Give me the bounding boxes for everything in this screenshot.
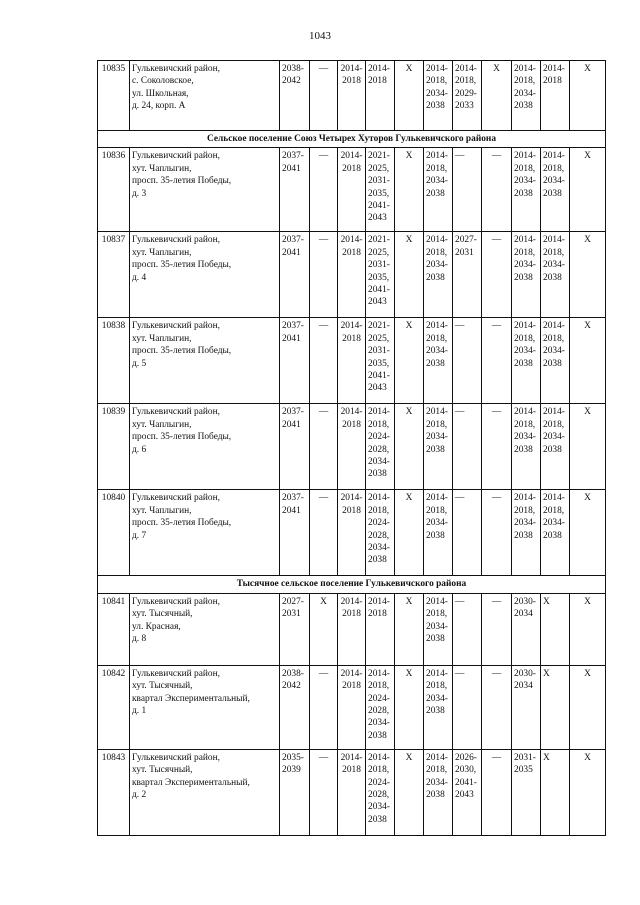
period-cell-c5: X [395,665,424,749]
period-cell-c11: X [570,665,606,749]
row-number-cell: 10840 [98,490,130,576]
address-cell: Гулькевичский район, с. Соколовское, ул. Школьная, д. 24, корп. А [130,61,280,131]
table-row [98,593,606,665]
period-cell-c8: — [482,232,512,318]
page-number: 1043 [309,30,331,42]
period-cell-c5: X [395,404,424,490]
row-number-cell: 10836 [98,148,130,232]
period-cell-c3: 2014- 2018 [338,148,366,232]
period-cell-c11: X [570,593,606,665]
period-cell-c5: X [395,232,424,318]
period-cell-c9: 2014- 2018, 2034- 2038 [512,318,541,404]
period-cell-c2: — [310,490,338,576]
period-cell-c6: 2014- 2018, 2034- 2038 [424,232,453,318]
period-cell-c7: 2026- 2030, 2041- 2043 [453,749,482,835]
table-row [98,749,606,835]
period-cell-c9: 2014- 2018, 2034- 2038 [512,404,541,490]
address-cell: Гулькевичский район, хут. Чаплыгин, просп. 35-летия Победы, д. 7 [130,490,280,576]
period-cell-c9: 2030- 2034 [512,593,541,665]
period-cell-c6: 2014- 2018, 2034- 2038 [424,148,453,232]
period-cell-c6: 2014- 2018, 2034- 2038 [424,61,453,131]
period-cell-c3: 2014- 2018 [338,61,366,131]
period-cell-c7: 2014- 2018, 2029- 2033 [453,61,482,131]
period-cell-c4: 2021- 2025, 2031- 2035, 2041- 2043 [366,232,395,318]
period-cell-c3: 2014- 2018 [338,318,366,404]
table-row [98,148,606,232]
period-cell-c10: 2014- 2018, 2034- 2038 [541,490,570,576]
period-cell-c11: X [570,490,606,576]
address-cell: Гулькевичский район, хут. Чаплыгин, просп. 35-летия Победы, д. 3 [130,148,280,232]
period-cell-c5: X [395,490,424,576]
row-number-cell: 10841 [98,593,130,665]
row-number-cell: 10839 [98,404,130,490]
period-cell-c8: — [482,404,512,490]
row-number-cell: 10837 [98,232,130,318]
row-number-cell: 10842 [98,665,130,749]
period-cell-c11: X [570,318,606,404]
address-cell: Гулькевичский район, хут. Чаплыгин, просп. 35-летия Победы, д. 5 [130,318,280,404]
period-cell-c9: 2031- 2035 [512,749,541,835]
period-cell-c2: — [310,749,338,835]
table-row [98,404,606,490]
period-cell-c1: 2037- 2041 [280,318,310,404]
period-cell-c1: 2038- 2042 [280,61,310,131]
section-title: Сельское поселение Союз Четырех Хуторов Гулькевичского района [98,131,606,148]
period-cell-c2: — [310,148,338,232]
section-title: Тысячное сельское поселение Гулькевичского района [98,576,606,593]
row-number-cell: 10835 [98,61,130,131]
period-cell-c4: 2014- 2018, 2024- 2028, 2034- 2038 [366,665,395,749]
period-cell-c10: 2014- 2018, 2034- 2038 [541,318,570,404]
period-cell-c7: — [453,404,482,490]
period-cell-c10: 2014- 2018, 2034- 2038 [541,148,570,232]
period-cell-c8: — [482,749,512,835]
period-cell-c6: 2014- 2018, 2034- 2038 [424,749,453,835]
address-cell: Гулькевичский район, хут. Чаплыгин, просп. 35-летия Победы, д. 6 [130,404,280,490]
period-cell-c9: 2014- 2018, 2034- 2038 [512,232,541,318]
period-cell-c1: 2027- 2031 [280,593,310,665]
period-cell-c10: X [541,749,570,835]
period-cell-c4: 2014- 2018, 2024- 2028, 2034- 2038 [366,749,395,835]
period-cell-c1: 2037- 2041 [280,232,310,318]
period-cell-c4: 2021- 2025, 2031- 2035, 2041- 2043 [366,148,395,232]
period-cell-c2: — [310,665,338,749]
period-cell-c5: X [395,749,424,835]
period-cell-c8: — [482,148,512,232]
table-body [98,61,606,836]
period-cell-c1: 2035- 2039 [280,749,310,835]
period-cell-c8: — [482,593,512,665]
period-cell-c2: — [310,318,338,404]
period-cell-c7: — [453,148,482,232]
period-cell-c3: 2014- 2018 [338,593,366,665]
period-cell-c10: 2014- 2018 [541,61,570,131]
period-cell-c4: 2014- 2018 [366,593,395,665]
period-cell-c9: 2014- 2018, 2034- 2038 [512,61,541,131]
row-number-cell: 10843 [98,749,130,835]
address-cell: Гулькевичский район, хут. Чаплыгин, просп. 35-летия Победы, д. 4 [130,232,280,318]
period-cell-c11: X [570,148,606,232]
period-cell-c7: — [453,490,482,576]
period-cell-c9: 2030- 2034 [512,665,541,749]
period-cell-c1: 2037- 2041 [280,148,310,232]
address-cell: Гулькевичский район, хут. Тысячный, квартал Экспериментальный, д. 2 [130,749,280,835]
period-cell-c3: 2014- 2018 [338,490,366,576]
period-cell-c2: X [310,593,338,665]
period-cell-c4: 2014- 2018, 2024- 2028, 2034- 2038 [366,404,395,490]
row-number-cell: 10838 [98,318,130,404]
table-row [98,318,606,404]
period-cell-c1: 2038- 2042 [280,665,310,749]
period-cell-c2: — [310,61,338,131]
period-cell-c3: 2014- 2018 [338,665,366,749]
period-cell-c8: X [482,61,512,131]
period-cell-c3: 2014- 2018 [338,749,366,835]
period-cell-c6: 2014- 2018, 2034- 2038 [424,490,453,576]
period-cell-c2: — [310,404,338,490]
period-cell-c2: — [310,232,338,318]
period-cell-c10: X [541,665,570,749]
table-row [98,232,606,318]
period-cell-c7: — [453,593,482,665]
period-cell-c3: 2014- 2018 [338,232,366,318]
period-cell-c5: X [395,318,424,404]
table-row [98,665,606,749]
period-cell-c7: — [453,318,482,404]
period-cell-c5: X [395,148,424,232]
period-cell-c8: — [482,318,512,404]
section-header-row [98,131,606,148]
period-cell-c11: X [570,232,606,318]
period-cell-c5: X [395,593,424,665]
table-row [98,490,606,576]
period-cell-c10: 2014- 2018, 2034- 2038 [541,404,570,490]
section-header-row [98,576,606,593]
housing-repair-schedule-table [97,60,606,836]
period-cell-c8: — [482,490,512,576]
period-cell-c4: 2021- 2025, 2031- 2035, 2041- 2043 [366,318,395,404]
period-cell-c3: 2014- 2018 [338,404,366,490]
period-cell-c11: X [570,404,606,490]
period-cell-c1: 2037- 2041 [280,404,310,490]
period-cell-c8: — [482,665,512,749]
period-cell-c10: 2014- 2018, 2034- 2038 [541,232,570,318]
period-cell-c9: 2014- 2018, 2034- 2038 [512,148,541,232]
period-cell-c6: 2014- 2018, 2034- 2038 [424,318,453,404]
period-cell-c4: 2014- 2018, 2024- 2028, 2034- 2038 [366,490,395,576]
period-cell-c6: 2014- 2018, 2034- 2038 [424,593,453,665]
table-row [98,61,606,131]
address-cell: Гулькевичский район, хут. Тысячный, ул. Красная, д. 8 [130,593,280,665]
period-cell-c7: 2027- 2031 [453,232,482,318]
address-cell: Гулькевичский район, хут. Тысячный, квартал Экспериментальный, д. 1 [130,665,280,749]
period-cell-c6: 2014- 2018, 2034- 2038 [424,404,453,490]
period-cell-c10: X [541,593,570,665]
period-cell-c11: X [570,61,606,131]
period-cell-c6: 2014- 2018, 2034- 2038 [424,665,453,749]
period-cell-c4: 2014- 2018 [366,61,395,131]
period-cell-c7: — [453,665,482,749]
period-cell-c11: X [570,749,606,835]
period-cell-c9: 2014- 2018, 2034- 2038 [512,490,541,576]
period-cell-c1: 2037- 2041 [280,490,310,576]
period-cell-c5: X [395,61,424,131]
